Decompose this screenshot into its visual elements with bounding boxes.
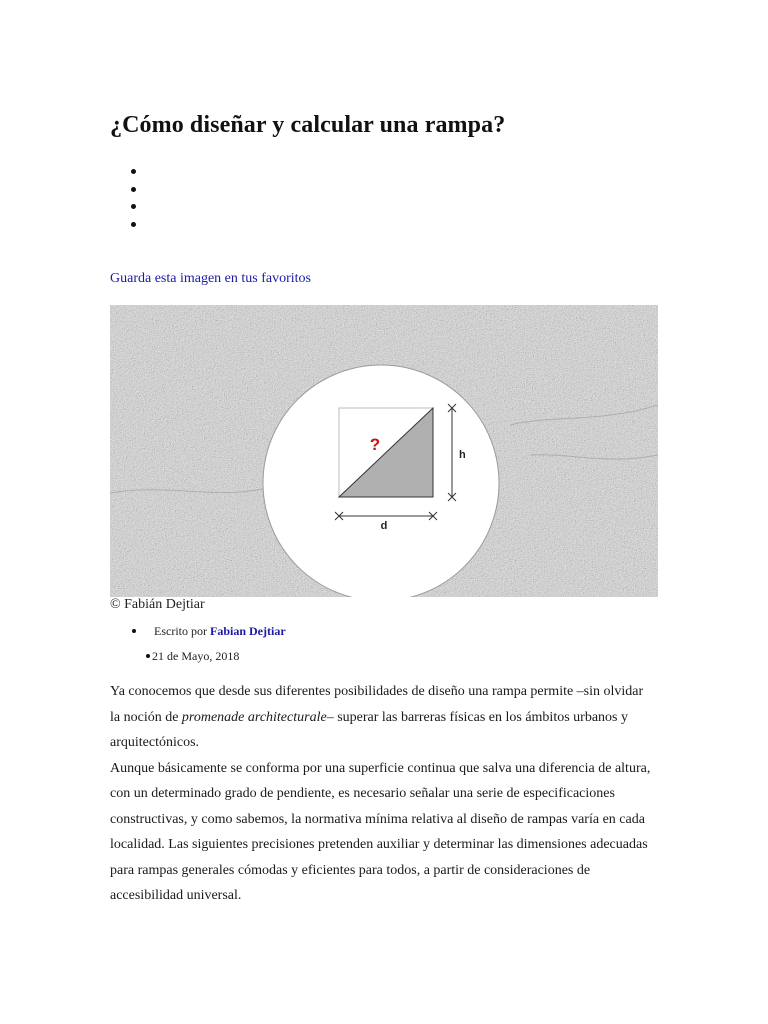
share-item[interactable]	[110, 197, 170, 215]
bullet-icon	[146, 654, 150, 658]
unknown-slope-question-mark: ?	[369, 435, 381, 454]
ramp-diagram-image[interactable]	[110, 305, 658, 597]
share-list	[110, 162, 170, 232]
publish-date: 21 de Mayo, 2018	[152, 649, 240, 663]
bullet-icon	[132, 629, 136, 633]
save-to-favorites-link[interactable]: Guarda esta imagen en tus favoritos	[110, 271, 311, 286]
page-title: ¿Cómo diseñar y calcular una rampa?	[110, 112, 506, 138]
image-credit: © Fabián Dejtiar	[110, 597, 205, 612]
paragraph-body: Aunque básicamente se conforma por una superficie continua que salva una diferencia de altura, con un determinado grado de pendiente, es necesario señalar una serie de especificaciones constructivas, y como sabemos, la normativa mínima relativa al diseño de rampas varía en cada localidad. Las siguientes precisiones pretenden auxiliar y determinar las dimensiones adecuadas para rampas generales cómodas y eficientes para todos, a partir de consideraciones de accesibilidad universal.	[110, 760, 651, 903]
date-meta	[146, 649, 239, 664]
article-body	[110, 679, 655, 909]
share-item[interactable]	[110, 215, 170, 233]
share-item[interactable]	[110, 180, 170, 198]
written-by-label: Escrito por	[154, 624, 207, 638]
height-label: h	[459, 449, 466, 461]
share-item[interactable]	[110, 162, 170, 180]
author-link[interactable]: Fabian Dejtiar	[210, 624, 286, 638]
paragraph-intro-emphasis: promenade architecturale	[181, 709, 327, 725]
distance-label: d	[380, 520, 388, 532]
paragraph-intro	[110, 679, 655, 756]
paragraph-intro-text-2: – superar las barreras físicas en los ámbitos urbanos y arquitectónicos.	[110, 709, 628, 750]
paragraph-intro-text-1: Ya conocemos que desde sus diferentes posibilidades de diseño una rampa permite –sin olvidar la noción de	[110, 684, 644, 725]
author-meta	[132, 624, 286, 639]
ramp-diagram	[110, 305, 658, 597]
